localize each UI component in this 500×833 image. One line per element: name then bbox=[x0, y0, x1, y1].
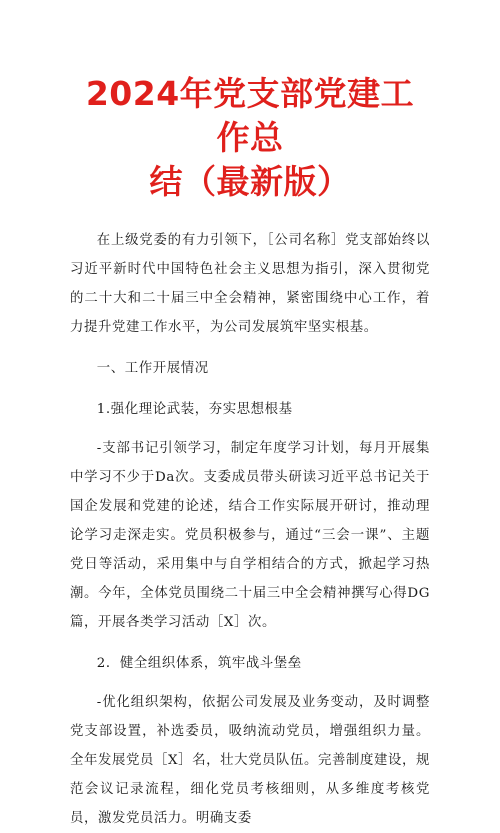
intro-paragraph: 在上级党委的有力引领下，［公司名称］党支部始终以习近平新时代中国特色社会主义思想为指引，深入贯彻党的二十大和二十届三中全会精神，紧密围绕中心工作，着力提升党建工作水平，为公司发展筑牢坚实根基。 bbox=[70, 233, 430, 335]
title-line-1: 2024年党支部党建工作总 bbox=[85, 74, 415, 157]
document-body bbox=[70, 226, 430, 833]
subsection-1-paragraph: -支部书记引领学习，制定年度学习计划，每月开展集中学习不少于Da次。支委成员带头研读习近平总书记关于国企发展和党建的论述，结合工作实际展开研讨，推动理论学习走深走实。党员积极参与，通过“三会一课”、主题党日等活动，采用集中与自学相结合的方式，掀起学习热潮。今年，全体党员围绕二十届三中全会精神撰写心得DG篇，开展各类学习活动［X］次。 bbox=[70, 441, 430, 630]
title-line-2: 结（最新版） bbox=[149, 162, 351, 201]
subsection-heading-2: 2．健全组织体系，筑牢战斗堡垒 bbox=[96, 656, 302, 671]
subsection-heading-1: 1.强化理论武装，夯实思想根基 bbox=[96, 402, 293, 417]
section-heading-1: 一、工作开展情况 bbox=[96, 361, 209, 376]
subsection-2-paragraph: -优化组织架构，依据公司发展及业务变动，及时调整党支部设置，补选委员，吸纳流动党员，增强组织力量。全年发展党员［X］名，壮大党员队伍。完善制度建设，规范会议记录流程，细化党员考核细则，从多维度考核党员，激发党员活力。明确支委 bbox=[70, 695, 430, 826]
document-title bbox=[70, 72, 430, 204]
